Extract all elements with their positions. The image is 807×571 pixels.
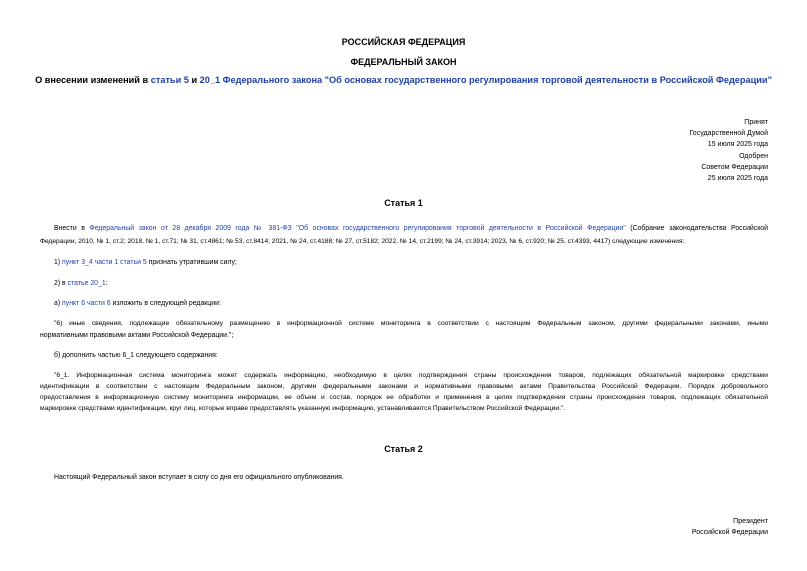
article1-intro-line2: Федерации, 2010, № 1, ст.2; 2018, № 1, ст.71; № 31, ст.4861; № 53, ст.8414; 2021, № 24, ст.4188; № 27, ст.5182; 2022, № 14, ст.2199; № 24, ст.3914; 2023, № 6, ст.920; № 25, ст.4393, 4417) следующие изменения: [40, 238, 685, 245]
item1-prefix: 1) [54, 259, 63, 266]
title-link-article5[interactable]: статьи 5 [150, 75, 189, 85]
article2-text: Настоящий Федеральный закон вступает в силу со дня его официального опубликования. [54, 474, 344, 481]
article1-heading: Статья 1 [384, 198, 423, 208]
article1-item2b: б) дополнить частью 6_1 следующего содержания: [54, 352, 218, 359]
country-heading: РОССИЙСКАЯ ФЕДЕРАЦИЯ [341, 37, 466, 47]
adoption-line: 15 июля 2025 года [707, 141, 768, 149]
adoption-line: Государственной Думой [689, 130, 768, 138]
item2a-suffix: изложить в следующей редакции: [110, 300, 221, 307]
quote61-line: идентификации в соответствии с настоящим Федеральным законом, другими федеральными законами и нормативными правовыми актами Правительства Российской Федерации. Порядок добровольного [40, 383, 768, 390]
title-and: и [188, 75, 200, 85]
item1-link[interactable]: пункт 3_4 части 1 статьи 5 [62, 259, 147, 266]
title-link-article20-1[interactable]: 20_1 Федерального закона "Об основах государственного регулирования торговой деятельности в Российской Федерации" [199, 75, 772, 85]
signature-block [692, 516, 768, 538]
adoption-line: Одобрен [739, 152, 768, 160]
quote6-line2: нормативными правовыми актами Российской Федерации."; [40, 332, 234, 339]
adoption-block [689, 117, 768, 184]
article1-intro-line1 [54, 225, 768, 232]
item2-suffix: : [105, 280, 108, 287]
intro-prefix: Внести в [54, 225, 90, 232]
law-type-heading: ФЕДЕРАЛЬНЫЙ ЗАКОН [350, 57, 457, 67]
title-prefix: О внесении изменений в [35, 75, 151, 85]
signature-line: Российской Федерации [691, 529, 768, 537]
article1-item2a [54, 300, 221, 307]
article2-heading: Статья 2 [384, 444, 423, 454]
quote6-line1: "6) иные сведения, подлежащие обязательному размещению в информационной системе мониторинга в соответствии с настоящим Федеральным законом, другими федеральными законами, иными [54, 320, 768, 327]
quote61-line: маркировке средствами идентификации, круг лиц, которые вправе предоставлять указанную информацию, устанавливаются Правительством Российской Федерации.". [40, 405, 566, 412]
item1-suffix: признать утратившим силу; [146, 259, 237, 266]
law-title [0, 75, 807, 85]
adoption-line: 25 июля 2025 года [707, 175, 768, 183]
signature-line: Президент [733, 518, 768, 525]
adoption-line: Принят [744, 119, 768, 126]
intro-law-link[interactable]: Федеральный закон от 28 декабря 2009 года № 381-ФЗ "Об основах государственного регулирования торговой деятельности в Российской Федерации" [89, 225, 626, 232]
item2a-link[interactable]: пункт 6 части 6 [62, 300, 111, 307]
item2-prefix: 2) в [54, 280, 68, 287]
quote61-line: "6_1. Информационная система мониторинга может содержать информацию, необходимую в целях подтверждения страны происхождения товаров, подлежащих обязательной маркировке средствами [54, 372, 768, 379]
quote61-line: предоставления в информационную систему мониторинга информации, ее объем и состав, порядок ее обработки и применения в целях подтверждения страны происхождения товаров, подлежащих обязательной [40, 394, 768, 401]
article1-item1 [54, 259, 237, 266]
item2a-prefix: а) [54, 300, 63, 307]
intro-suffix: (Собрание законодательства Российской [625, 225, 768, 232]
item2-link[interactable]: статье 20_1 [67, 280, 106, 287]
adoption-line: Советом Федерации [701, 163, 768, 171]
article1-item2 [54, 280, 108, 287]
